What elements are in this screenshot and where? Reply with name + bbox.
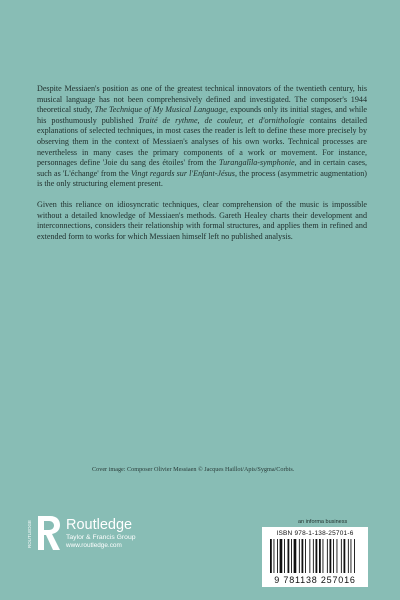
blurb-text: Despite Messiaen's position as one of the greatest technical innovators of the twentieth century, his musical language has not been comprehensively defined and investigated. The composer's 1944 theoretical study,	[37, 84, 367, 115]
barcode-bar	[277, 539, 278, 573]
barcode-bar	[299, 539, 300, 573]
blurb-text: , the process (asymmetric augmentation) is the only structuring element present.	[37, 168, 367, 189]
barcode-bar	[313, 539, 314, 573]
publisher-url: www.routledge.com	[66, 542, 122, 549]
publisher-subtitle: Taylor & Francis Group	[66, 534, 136, 541]
blurb-text: contains detailed explanations of selected techniques, in most cases the reader is left to define these more precisely by observing them in the context of Messiaen's analyses of his own works. Technical processes are nevertheless in many cases the primary components of a work or movement. For instance, personnages define 'Joie du sang des étoiles' from the	[37, 115, 368, 168]
barcode-bar	[330, 539, 332, 573]
barcode-bar	[294, 539, 297, 573]
work-title-italic: Turangalîla-symphonie	[219, 158, 295, 168]
barcode-bar	[323, 539, 324, 573]
barcode-bar	[291, 539, 292, 573]
barcode-bar	[319, 539, 321, 573]
publisher-brand	[66, 518, 136, 549]
routledge-logo-icon	[36, 514, 62, 552]
book-title-italic: Traité de rythme, de couleur, et d'ornithologie	[138, 115, 305, 125]
blurb-paragraph-2: Given this reliance on idiosyncratic techniques, clear comprehension of the music is impossible without a detailed knowledge of Messiaen's methods. Gareth Healey charts their development and interconnections, considers their relationship with formal structures, and applies them in refined and extended form to works for which Messiaen himself left no published analysis.	[37, 199, 367, 241]
barcode-bar	[288, 539, 290, 573]
blurb-paragraph-1	[37, 84, 367, 190]
barcode-bars	[270, 539, 360, 573]
barcode-bar	[316, 539, 318, 573]
barcode-bar	[305, 539, 306, 573]
barcode-bar	[327, 539, 328, 573]
isbn-barcode	[262, 527, 368, 587]
barcode-bar	[341, 539, 342, 573]
blurb-text: , and in certain cases, such as 'L'échange' from the	[37, 158, 367, 178]
barcode-number: 9 781138 257016	[274, 575, 356, 585]
barcode-bar	[309, 539, 310, 573]
barcode-bar	[348, 539, 349, 573]
blurb-text: , expounds only its initial stages, and while his posthumously published	[37, 105, 367, 125]
barcode-bar	[284, 539, 285, 573]
barcode-bar	[337, 539, 338, 573]
publisher-name: Routledge	[66, 517, 133, 533]
publisher-vertical-text: ROUTLEDGE	[27, 519, 32, 548]
barcode-bar	[333, 539, 334, 573]
isbn-label: ISBN 978-1-138-25701-6	[276, 530, 354, 537]
barcode-bar	[344, 539, 346, 573]
barcode-bar	[274, 539, 275, 573]
barcode-bar	[351, 539, 352, 573]
cover-image-credit: Cover image: Composer Olivier Messiaen © Jacques Haillot/Apis/Sygma/Corbis.	[92, 466, 295, 473]
barcode-bar	[280, 539, 283, 573]
back-cover-blurb	[37, 84, 367, 252]
barcode-bar	[354, 539, 355, 573]
informa-tagline: an informa business	[298, 519, 348, 525]
barcode-bar	[302, 539, 304, 573]
barcode-bar	[270, 539, 272, 573]
work-title-italic: Vingt regards sur l'Enfant-Jésus	[130, 168, 235, 178]
book-title-italic: The Technique of My Musical Language	[94, 105, 226, 115]
